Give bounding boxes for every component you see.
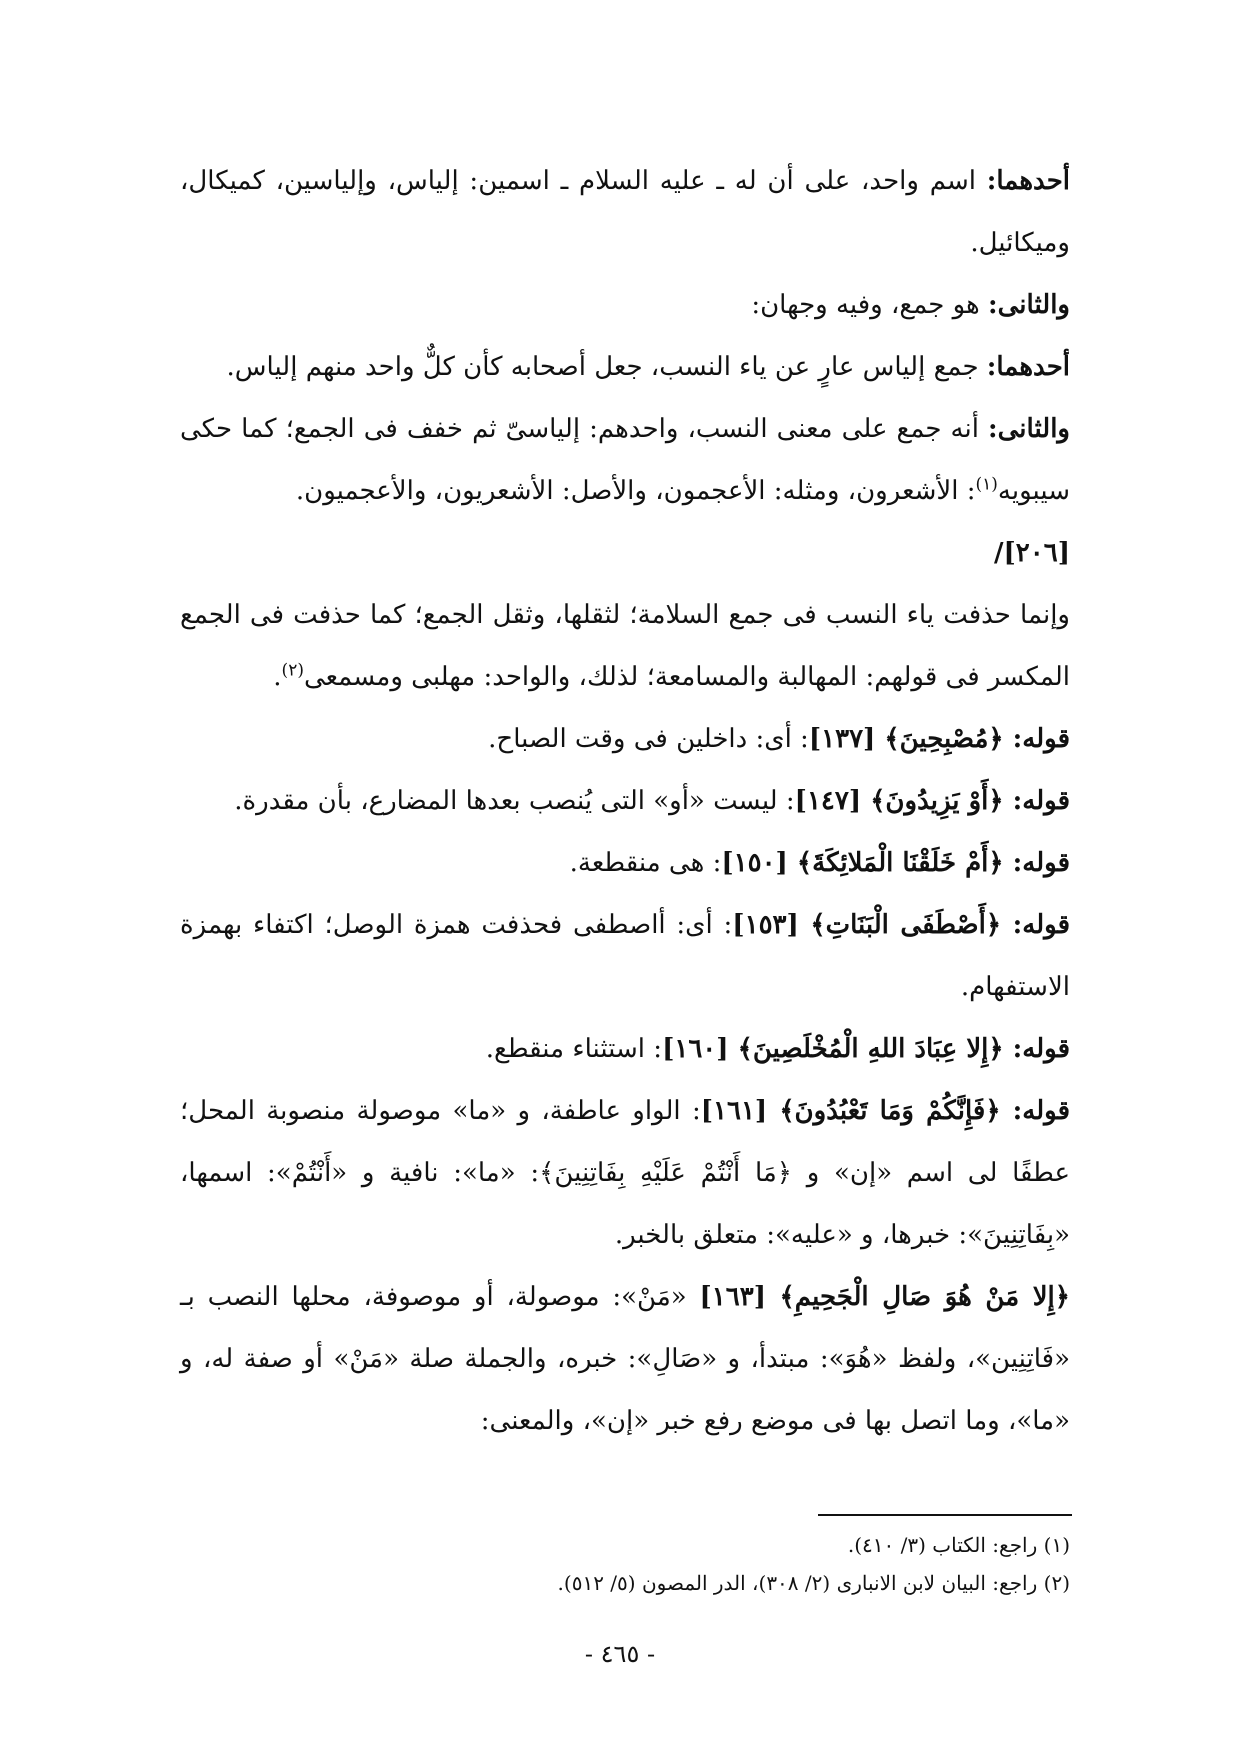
- footnote-1: (١) راجع: الكتاب (٣/ ٤١٠).: [847, 1533, 1070, 1557]
- paragraph-second-view: [180, 274, 1070, 336]
- commentary-text: : أى: داخلين فى وقت الصباح.: [488, 724, 809, 754]
- commentary-text: : ليست «أو» التى يُنصب بعدها المضارع، بأن مقدرة.: [234, 786, 795, 816]
- commentary-verse-160: [180, 1018, 1070, 1080]
- commentary-lead: قوله:: [1012, 724, 1070, 754]
- commentary-verse-153: [180, 894, 1070, 1018]
- commentary-verse-137: [180, 708, 1070, 770]
- footnote-2: (٢) راجع: البيان لابن الانبارى (٢/ ٣٠٨)، الدر المصون (٥/ ٥١٢).: [557, 1571, 1070, 1595]
- commentary-text: : الواو عاطفة، و «ما» موصولة منصوبة المحل؛ عطفًا لى اسم «إن» و ﴿مَا أَنْتُمْ عَلَيْهِ بِفَاتِنِينَ﴾: «ما»: نافية و «أَنْتُمْ»: اسمها، «بِفَاتِنِينَ»: خبرها، و «عليه»: متعلق بالخبر.: [180, 1096, 1070, 1250]
- commentary-lead: قوله:: [1012, 1034, 1070, 1064]
- commentary-lead: قوله:: [1012, 848, 1070, 878]
- page-number: - ٤٦٥ -: [584, 1640, 656, 1668]
- quran-quote: ﴿أَصْطَفَى الْبَنَاتِ﴾ [١٥٣]: [732, 910, 1013, 940]
- paragraph-nisba-deletion: [180, 584, 1070, 708]
- quran-quote: ﴿أَمْ خَلَقْنَا الْمَلائِكَةَ﴾ [١٥٠]: [721, 848, 1013, 878]
- quran-quote: ﴿أَوْ يَزِيدُونَ﴾ [١٤٧]: [794, 786, 1013, 816]
- paragraph-text: وإنما حذفت ياء النسب فى جمع السلامة؛ لثقلها، وثقل الجمع؛ كما حذفت فى الجمع المكسر فى قولهم: المهالبة والمسامعة؛ لذلك، والواحد: مهلبى ومسمعى: [180, 600, 1070, 692]
- paragraph-second-aspect: [180, 398, 1070, 522]
- manuscript-page-marker: [٢٠٦]/: [993, 538, 1070, 568]
- commentary-verse-150: [180, 832, 1070, 894]
- paragraph-lead: أحدهما:: [986, 352, 1070, 382]
- commentary-lead: قوله:: [1012, 910, 1070, 940]
- commentary-lead: قوله:: [1012, 786, 1070, 816]
- commentary-text: : استثناء منقطع.: [485, 1034, 663, 1064]
- quran-quote: ﴿إِلا عِبَادَ اللهِ الْمُخْلَصِينَ﴾ [١٦٠]: [662, 1034, 1013, 1064]
- commentary-text: : أى: أاصطفى فحذفت همزة الوصل؛ اكتفاء بهمزة الاستفهام.: [180, 910, 1070, 1002]
- commentary-text: : هى منقطعة.: [569, 848, 722, 878]
- paragraph-lead: والثانى:: [988, 414, 1070, 444]
- quran-quote: ﴿مُصْبِحِينَ﴾ [١٣٧]: [808, 724, 1013, 754]
- paragraph-lead: والثانى:: [988, 290, 1070, 320]
- footnote-marker: (٢): [281, 660, 304, 681]
- commentary-text: «مَنْ»: موصولة، أو موصوفة، محلها النصب بـ «فَاتِنِين»، ولفظ «هُوَ»: مبتدأ، و «صَالِ»: خبره، والجملة صلة «مَنْ» أو صفة له، و «ما»، وما اتصل بها فى موضع رفع خبر «إن»، والمعنى:: [180, 1282, 1070, 1436]
- paragraph-text: هو جمع، وفيه وجهان:: [751, 290, 989, 320]
- paragraph-first-aspect: [180, 336, 1070, 398]
- main-text: [180, 150, 1070, 1452]
- paragraph-text: جمع إلياس عارٍ عن ياء النسب، جعل أصحابه كأن كلٌّ واحد منهم إلياس.: [226, 352, 987, 382]
- paragraph-first-view: [180, 150, 1070, 274]
- paragraph-text-continued: .: [273, 662, 282, 692]
- footnotes: [400, 1526, 1070, 1602]
- quran-quote: ﴿فَإِنَّكُمْ وَمَا تَعْبُدُونَ﴾ [١٦١]: [700, 1096, 1013, 1126]
- commentary-verse-163: [180, 1266, 1070, 1452]
- paragraph-text: أنه جمع على معنى النسب، واحدهم: إلياسىّ ثم خفف فى الجمع؛ كما حكى سيبويه: [180, 414, 1070, 506]
- footnote-divider: [818, 1514, 1072, 1516]
- commentary-verse-161: [180, 1080, 1070, 1266]
- commentary-lead: قوله:: [1012, 1096, 1070, 1126]
- footnote-marker: (١): [975, 474, 998, 495]
- paragraph-text: اسم واحد، على أن له ـ عليه السلام ـ اسمين: إلياس، وإلياسين، كميكال، وميكائيل.: [180, 166, 1070, 258]
- paragraph-lead: أحدهما:: [986, 166, 1070, 196]
- quran-quote: ﴿إِلا مَنْ هُوَ صَالِ الْجَحِيمِ﴾ [١٦٣]: [699, 1282, 1070, 1312]
- commentary-verse-147: [180, 770, 1070, 832]
- paragraph-text-continued: : الأشعرون، ومثله: الأعجمون، والأصل: الأشعريون، والأعجميون.: [295, 476, 976, 506]
